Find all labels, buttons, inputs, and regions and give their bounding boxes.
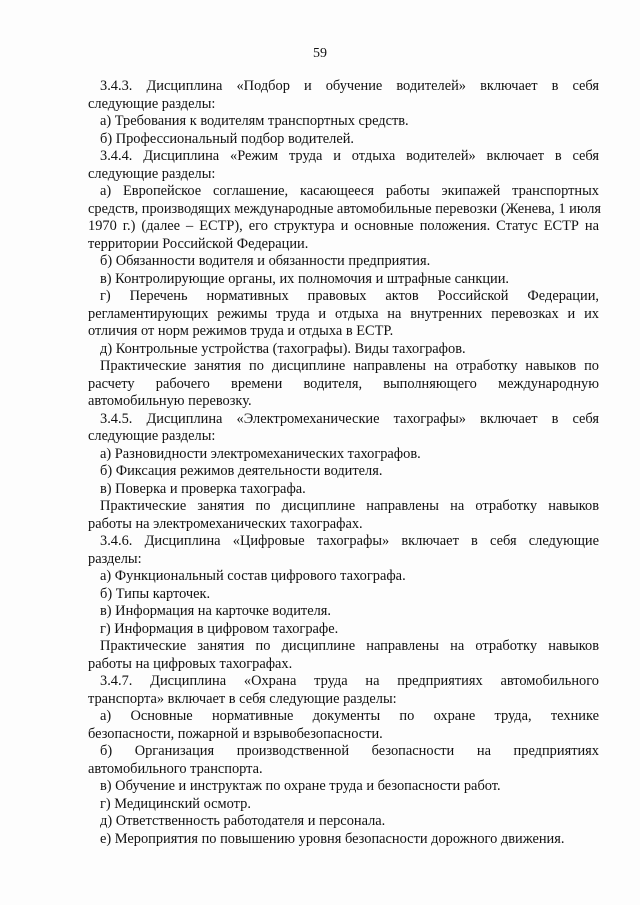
text-line: а) Разновидности электромеханических тахографов. bbox=[100, 446, 421, 462]
text-line: д) Ответственность работодателя и персонала. bbox=[100, 813, 386, 829]
text-line: разделы: bbox=[88, 551, 142, 567]
text-line: работы на электромеханических тахографах. bbox=[88, 516, 363, 532]
text-line: 3.4.6. Дисциплина «Цифровые тахографы» включает в себя следующие bbox=[100, 533, 599, 549]
text-line: а) Функциональный состав цифрового тахографа. bbox=[100, 568, 406, 584]
text-line: в) Обучение и инструктаж по охране труда и безопасности работ. bbox=[100, 778, 501, 794]
text-line: средств, производящих международные автомобильные перевозки (Женева, 1 июля bbox=[88, 201, 602, 217]
text-line: б) Фиксация режимов деятельности водителя. bbox=[100, 463, 383, 479]
text-line: территории Российской Федерации. bbox=[88, 236, 309, 252]
text-line: е) Мероприятия по повышению уровня безопасности дорожного движения. bbox=[100, 831, 565, 847]
text-line: б) Обязанности водителя и обязанности предприятия. bbox=[100, 253, 431, 269]
text-line: транспорта» включает в себя следующие разделы: bbox=[88, 691, 397, 707]
text-line: безопасности, пожарной и взрывобезопасности. bbox=[88, 726, 383, 742]
text-line: в) Поверка и проверка тахографа. bbox=[100, 481, 306, 497]
text-line: а) Европейское соглашение, касающееся работы экипажей транспортных bbox=[100, 183, 599, 199]
text-line: следующие разделы: bbox=[88, 428, 216, 444]
text-line: а) Требования к водителям транспортных средств. bbox=[100, 113, 409, 129]
text-line: Практические занятия по дисциплине направлены на отработку навыков bbox=[100, 638, 599, 654]
text-line: в) Информация на карточке водителя. bbox=[100, 603, 331, 619]
text-line: 3.4.3. Дисциплина «Подбор и обучение водителей» включает в себя bbox=[100, 78, 599, 94]
text-line: 3.4.4. Дисциплина «Режим труда и отдыха водителей» включает в себя bbox=[100, 148, 599, 164]
text-line: следующие разделы: bbox=[88, 166, 216, 182]
text-line: Практические занятия по дисциплине направлены на отработку навыков bbox=[100, 498, 599, 514]
text-line: регламентирующих режимы труда и отдыха на внутренних перевозках и их bbox=[88, 306, 599, 322]
text-line: б) Типы карточек. bbox=[100, 586, 211, 602]
text-line: в) Контролирующие органы, их полномочия и штрафные санкции. bbox=[100, 271, 510, 287]
text-line: 1970 г.) (далее – ЕСТР), его структура и основные положения. Статус ЕСТР на bbox=[88, 218, 599, 234]
text-line: а) Основные нормативные документы по охране труда, технике bbox=[100, 708, 599, 724]
text-line: г) Перечень нормативных правовых актов Российской Федерации, bbox=[100, 288, 599, 304]
text-line: 3.4.7. Дисциплина «Охрана труда на предприятиях автомобильного bbox=[100, 673, 599, 689]
page-number: 59 bbox=[313, 46, 327, 61]
text-line: расчету рабочего времени водителя, выполняющего международную bbox=[88, 376, 599, 392]
text-line: б) Профессиональный подбор водителей. bbox=[100, 131, 355, 147]
text-line: работы на цифровых тахографах. bbox=[88, 656, 293, 672]
text-line: автомобильного транспорта. bbox=[88, 761, 263, 777]
text-line: Практические занятия по дисциплине направлены на отработку навыков по bbox=[100, 358, 599, 374]
text-line: д) Контрольные устройства (тахографы). Виды тахографов. bbox=[100, 341, 466, 357]
text-line: г) Информация в цифровом тахографе. bbox=[100, 621, 339, 637]
text-line: 3.4.5. Дисциплина «Электромеханические тахографы» включает в себя bbox=[100, 411, 599, 427]
text-line: следующие разделы: bbox=[88, 96, 216, 112]
text-line: б) Организация производственной безопасности на предприятиях bbox=[100, 743, 599, 759]
text-line: г) Медицинский осмотр. bbox=[100, 796, 251, 812]
text-line: отличия от норм режимов труда и отдыха в ЕСТР. bbox=[88, 323, 394, 339]
text-line: автомобильную перевозку. bbox=[88, 393, 252, 409]
